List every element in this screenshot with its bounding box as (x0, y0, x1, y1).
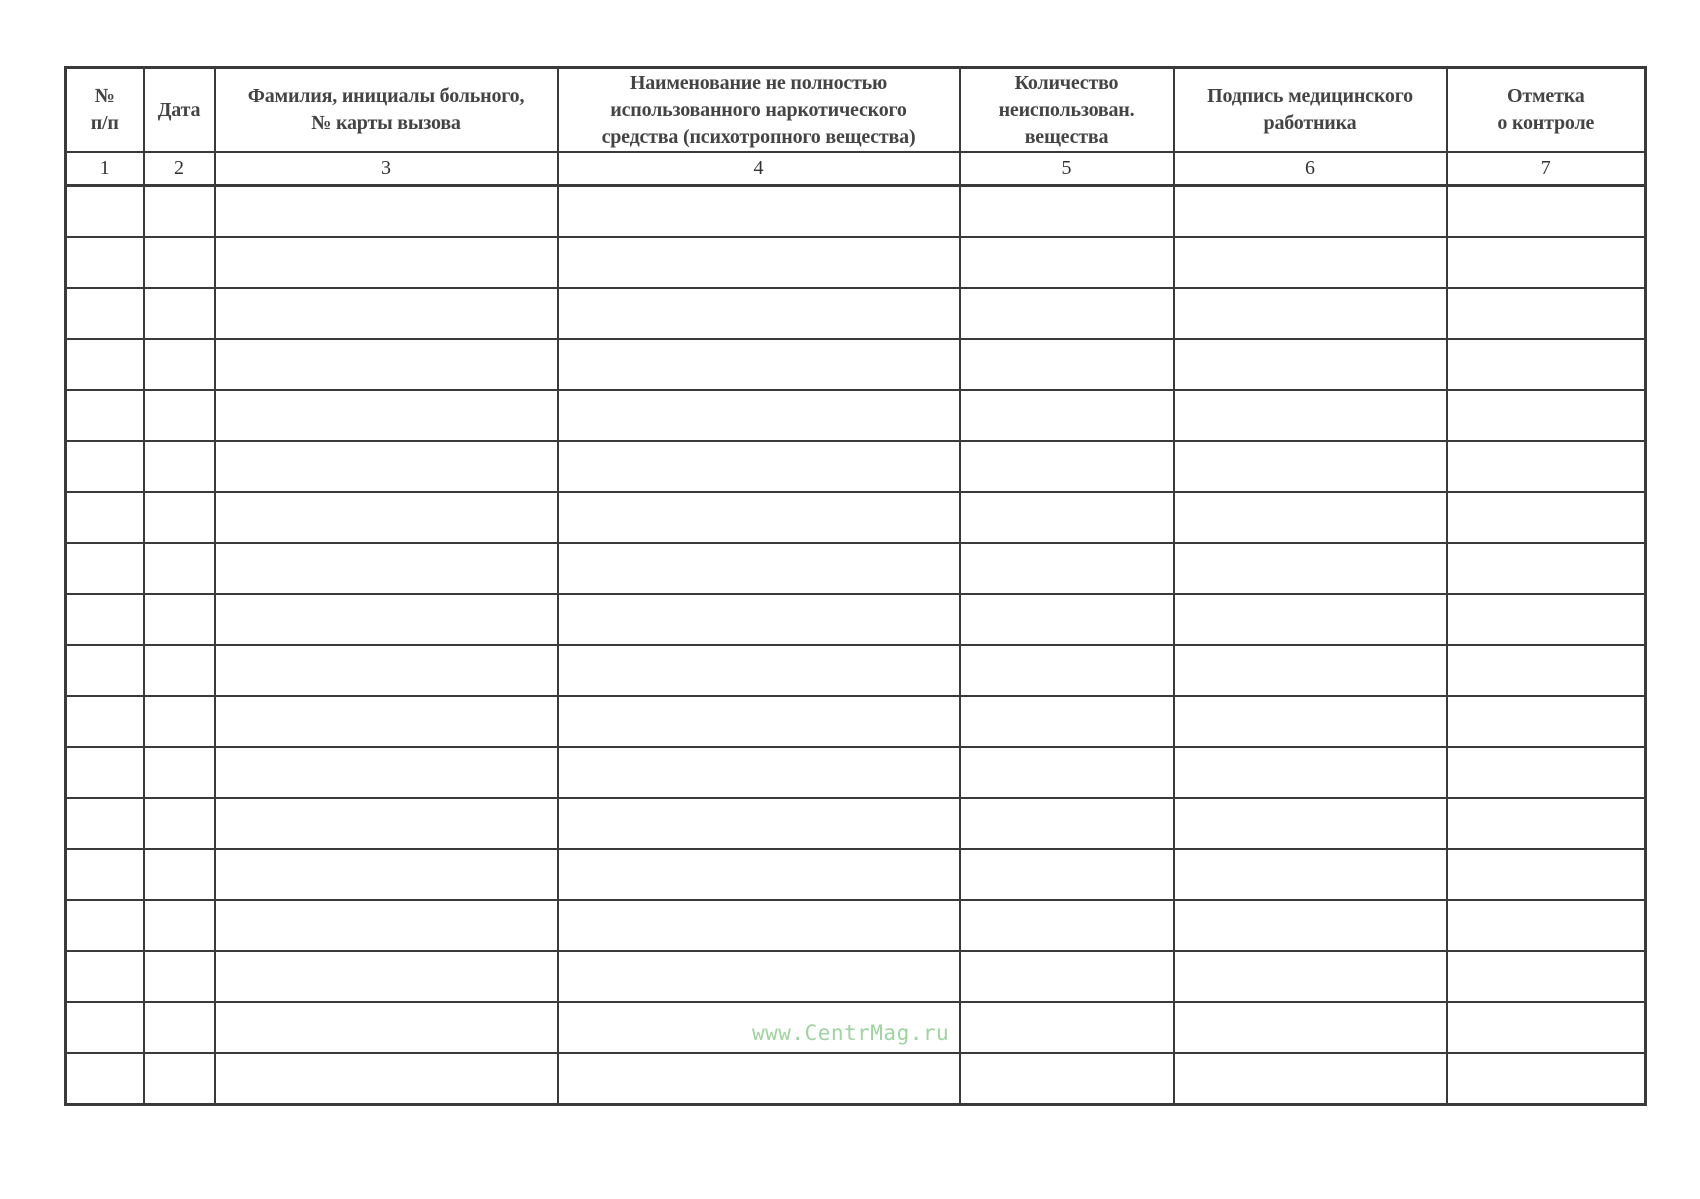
table-cell (1174, 849, 1447, 900)
table-row (66, 849, 1646, 900)
table-cell (960, 1053, 1174, 1105)
column-number: 4 (558, 152, 960, 186)
table-cell (558, 288, 960, 339)
table-cell (1447, 339, 1646, 390)
table-cell (66, 288, 144, 339)
table-cell (1447, 441, 1646, 492)
table-cell (144, 237, 215, 288)
table-cell (960, 1002, 1174, 1053)
table-cell (960, 798, 1174, 849)
table-row (66, 645, 1646, 696)
table-cell (558, 543, 960, 594)
table-cell (558, 900, 960, 951)
table-cell (144, 696, 215, 747)
journal-table (64, 66, 1647, 1106)
table-cell (66, 186, 144, 238)
table-cell (215, 900, 558, 951)
table-cell (1174, 951, 1447, 1002)
table-row (66, 339, 1646, 390)
table-cell (1447, 747, 1646, 798)
table-cell (144, 594, 215, 645)
table-cell (215, 951, 558, 1002)
table-cell (144, 849, 215, 900)
table-cell (1174, 747, 1447, 798)
table-cell (66, 747, 144, 798)
table-cell (66, 237, 144, 288)
table-cell (1447, 951, 1646, 1002)
table-cell (1447, 543, 1646, 594)
table-cell (960, 849, 1174, 900)
table-cell (215, 237, 558, 288)
table-cell (1447, 1002, 1646, 1053)
table-cell (558, 339, 960, 390)
table-cell (1174, 645, 1447, 696)
header-number: № п/п (66, 68, 144, 153)
table-cell (1447, 594, 1646, 645)
header-signature: Подпись медицинского работника (1174, 68, 1447, 153)
table-row (66, 492, 1646, 543)
table-cell (66, 696, 144, 747)
table-row (66, 1053, 1646, 1105)
table-cell (1174, 696, 1447, 747)
table-cell (960, 288, 1174, 339)
table-cell (215, 390, 558, 441)
table-cell (1447, 288, 1646, 339)
table-cell (144, 1053, 215, 1105)
table-cell (215, 543, 558, 594)
table-cell (960, 543, 1174, 594)
table-cell (1447, 645, 1646, 696)
table-cell (960, 645, 1174, 696)
table-cell (66, 645, 144, 696)
table-row (66, 747, 1646, 798)
column-number-row (66, 152, 1646, 186)
table-cell (144, 900, 215, 951)
table-cell (144, 441, 215, 492)
table-cell (144, 543, 215, 594)
table-cell (960, 747, 1174, 798)
table-cell (1174, 186, 1447, 238)
watermark: www.CentrMag.ru (752, 1021, 950, 1045)
header-substance-name: Наименование не полностью использованного наркотического средства (психотропного вещества) (558, 68, 960, 153)
table-cell (1447, 186, 1646, 238)
table-cell (558, 849, 960, 900)
table-cell (66, 1053, 144, 1105)
table-cell (960, 492, 1174, 543)
table-cell (215, 186, 558, 238)
table-cell (960, 390, 1174, 441)
table-cell (558, 441, 960, 492)
table-cell (144, 492, 215, 543)
column-number: 6 (1174, 152, 1447, 186)
table-cell (215, 1002, 558, 1053)
table-cell (66, 900, 144, 951)
table-cell (558, 390, 960, 441)
table-cell (1174, 798, 1447, 849)
table-cell (215, 1053, 558, 1105)
table-cell (215, 441, 558, 492)
table-cell (1174, 441, 1447, 492)
table-cell (558, 645, 960, 696)
table-cell (144, 186, 215, 238)
table-cell (66, 849, 144, 900)
table-cell (960, 951, 1174, 1002)
table-row (66, 594, 1646, 645)
table-row (66, 543, 1646, 594)
table-cell (1447, 900, 1646, 951)
table-cell (1174, 237, 1447, 288)
column-number: 7 (1447, 152, 1646, 186)
header-date: Дата (144, 68, 215, 153)
table-cell (1174, 1053, 1447, 1105)
table-cell (558, 594, 960, 645)
table-row (66, 288, 1646, 339)
table-cell (558, 696, 960, 747)
table-cell (1447, 798, 1646, 849)
header-row (66, 68, 1646, 153)
table-cell (1174, 1002, 1447, 1053)
table-cell (558, 186, 960, 238)
table-cell (1174, 900, 1447, 951)
table-cell (66, 543, 144, 594)
table-body (66, 186, 1646, 1105)
table-cell (144, 1002, 215, 1053)
table-cell (66, 339, 144, 390)
table-cell (66, 798, 144, 849)
table-cell (558, 798, 960, 849)
table-cell (1447, 237, 1646, 288)
table-cell (144, 951, 215, 1002)
table-cell (1174, 594, 1447, 645)
table-cell (1174, 543, 1447, 594)
column-number: 5 (960, 152, 1174, 186)
table-cell (960, 900, 1174, 951)
table-row (66, 696, 1646, 747)
table-cell (215, 798, 558, 849)
table-row (66, 237, 1646, 288)
table-cell (66, 594, 144, 645)
table-cell (144, 288, 215, 339)
table-cell (66, 951, 144, 1002)
table-cell (960, 339, 1174, 390)
table-cell (960, 696, 1174, 747)
table-cell (1447, 492, 1646, 543)
column-number: 2 (144, 152, 215, 186)
table-cell (66, 1002, 144, 1053)
table-cell (1447, 849, 1646, 900)
table-cell (558, 747, 960, 798)
table-cell (215, 696, 558, 747)
table-cell (1174, 492, 1447, 543)
table-cell (960, 186, 1174, 238)
table-cell (1447, 390, 1646, 441)
table-cell (960, 594, 1174, 645)
table-cell (960, 237, 1174, 288)
table-cell (558, 1053, 960, 1105)
table-cell (960, 441, 1174, 492)
table-row (66, 798, 1646, 849)
table-cell (215, 594, 558, 645)
header-patient-name: Фамилия, инициалы больного, № карты вызова (215, 68, 558, 153)
header-control-mark: Отметка о контроле (1447, 68, 1646, 153)
table-cell (66, 390, 144, 441)
table-cell (1174, 288, 1447, 339)
table-cell (1447, 696, 1646, 747)
table-cell (558, 951, 960, 1002)
table-cell (144, 798, 215, 849)
table-cell (144, 390, 215, 441)
table-row (66, 441, 1646, 492)
table-cell (1447, 1053, 1646, 1105)
table-cell (215, 492, 558, 543)
table-row (66, 900, 1646, 951)
header-unused-quantity: Количество неиспользован. вещества (960, 68, 1174, 153)
table-cell (215, 747, 558, 798)
table-cell (144, 747, 215, 798)
table-cell (215, 339, 558, 390)
table-cell (144, 339, 215, 390)
table-row (66, 951, 1646, 1002)
table-cell (215, 288, 558, 339)
table-cell (66, 492, 144, 543)
table-cell (558, 237, 960, 288)
table-row (66, 390, 1646, 441)
table-cell (215, 849, 558, 900)
table-cell (558, 492, 960, 543)
table-cell (66, 441, 144, 492)
column-number: 1 (66, 152, 144, 186)
column-number: 3 (215, 152, 558, 186)
table-cell (1174, 339, 1447, 390)
table-cell (144, 645, 215, 696)
table-row (66, 186, 1646, 238)
table-cell (1174, 390, 1447, 441)
table-cell (215, 645, 558, 696)
